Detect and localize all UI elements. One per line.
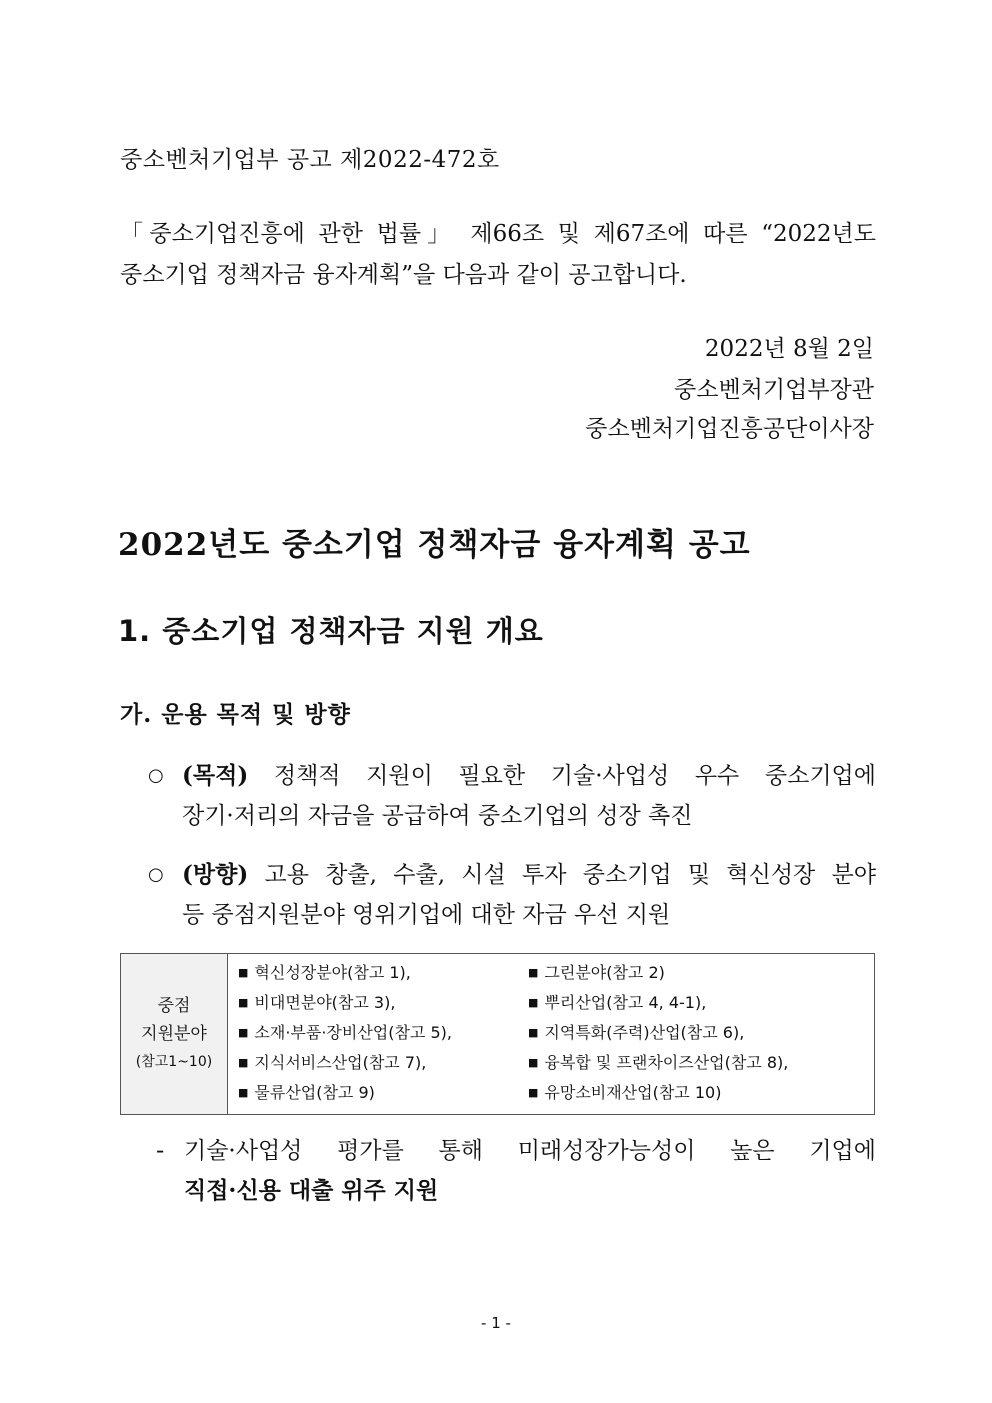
focus-item: ■ 지식서비스산업(참고 7), [238, 1053, 427, 1072]
section-title: 1. 중소기업 정책자금 지원 개요 [118, 614, 544, 648]
circle-bullet-icon: ○ [148, 765, 164, 786]
signature-issuer-ministry: 중소벤처기업부장관 [674, 377, 874, 403]
focus-header-line-3: (참고1~10) [135, 1054, 213, 1070]
focus-item: ■ 물류산업(참고 9) [238, 1083, 375, 1102]
square-bullet-icon: ■ [528, 1086, 539, 1099]
square-bullet-icon: ■ [238, 966, 249, 979]
square-bullet-icon: ■ [528, 996, 539, 1009]
dash-item-line-2: 직접·신용 대출 위주 지원 [184, 1177, 439, 1204]
square-bullet-icon: ■ [528, 1026, 539, 1039]
focus-item: ■ 뿌리산업(참고 4, 4-1), [528, 993, 707, 1012]
bullet-purpose-line-1 [182, 756, 876, 796]
square-bullet-icon: ■ [238, 1056, 249, 1069]
square-bullet-icon: ■ [238, 1026, 249, 1039]
intro-paragraph [120, 214, 876, 296]
signature-date: 2022년 8월 2일 [704, 336, 874, 362]
page-title: 2022년도 중소기업 정책자금 융자계획 공고 [118, 527, 751, 563]
intro-line-1: 「중소기업진흥에 관한 법률」 제66조 및 제67조에 따른 “2022년도 [120, 221, 876, 247]
dash-item [156, 1131, 876, 1211]
bullet-purpose-text: 정책적 지원이 필요한 기술·사업성 우수 중소기업에 [248, 763, 876, 789]
focus-item: ■ 혁신성장분야(참고 1), [238, 963, 411, 982]
focus-areas-table [120, 953, 875, 1115]
square-bullet-icon: ■ [528, 966, 539, 979]
notice-number: 중소벤처기업부 공고 제2022-472호 [120, 147, 500, 173]
focus-item: ■ 유망소비재산업(참고 10) [528, 1083, 722, 1102]
square-bullet-icon: ■ [238, 1086, 249, 1099]
dash-item-line-1: 기술·사업성 평가를 통해 미래성장가능성이 높은 기업에 [184, 1138, 876, 1164]
subsection-title: 가. 운용 목적 및 방향 [120, 701, 351, 728]
focus-item: ■ 지역특화(주력)산업(참고 6), [528, 1023, 745, 1042]
page-number: - 1 - [481, 1314, 511, 1332]
focus-item: ■ 융복합 및 프랜차이즈산업(참고 8), [528, 1053, 789, 1072]
bullet-direction-text: 고용 창출, 수출, 시설 투자 중소기업 및 혁신성장 분야 [248, 862, 876, 888]
bullet-purpose-line-2: 장기·저리의 자금을 공급하여 중소기업의 성장 촉진 [182, 803, 693, 829]
bullet-purpose [148, 756, 876, 836]
square-bullet-icon: ■ [528, 1056, 539, 1069]
intro-line-2: 중소기업 정책자금 융자계획”을 다음과 같이 공고합니다. [120, 262, 687, 288]
dash-bullet-icon: - [156, 1138, 165, 1164]
square-bullet-icon: ■ [238, 996, 249, 1009]
focus-item: ■ 그린분야(참고 2) [528, 963, 665, 982]
bullet-purpose-label: (목적) [182, 762, 249, 789]
signature-issuer-agency: 중소벤처기업진흥공단이사장 [585, 416, 874, 442]
bullet-direction-line-2: 등 중점지원분야 영위기업에 대한 자금 우선 지원 [182, 902, 671, 928]
focus-header-line-2: 지원분야 [141, 1024, 207, 1044]
focus-header-line-1: 중점 [157, 996, 191, 1016]
bullet-direction [148, 855, 876, 935]
focus-areas-header [121, 954, 228, 1115]
bullet-direction-line-1 [182, 855, 876, 895]
focus-areas-list [228, 954, 875, 1115]
bullet-direction-label: (방향) [182, 861, 249, 888]
focus-item: ■ 비대면분야(참고 3), [238, 993, 396, 1012]
focus-item: ■ 소재·부품·장비산업(참고 5), [238, 1023, 452, 1042]
circle-bullet-icon: ○ [148, 864, 164, 885]
